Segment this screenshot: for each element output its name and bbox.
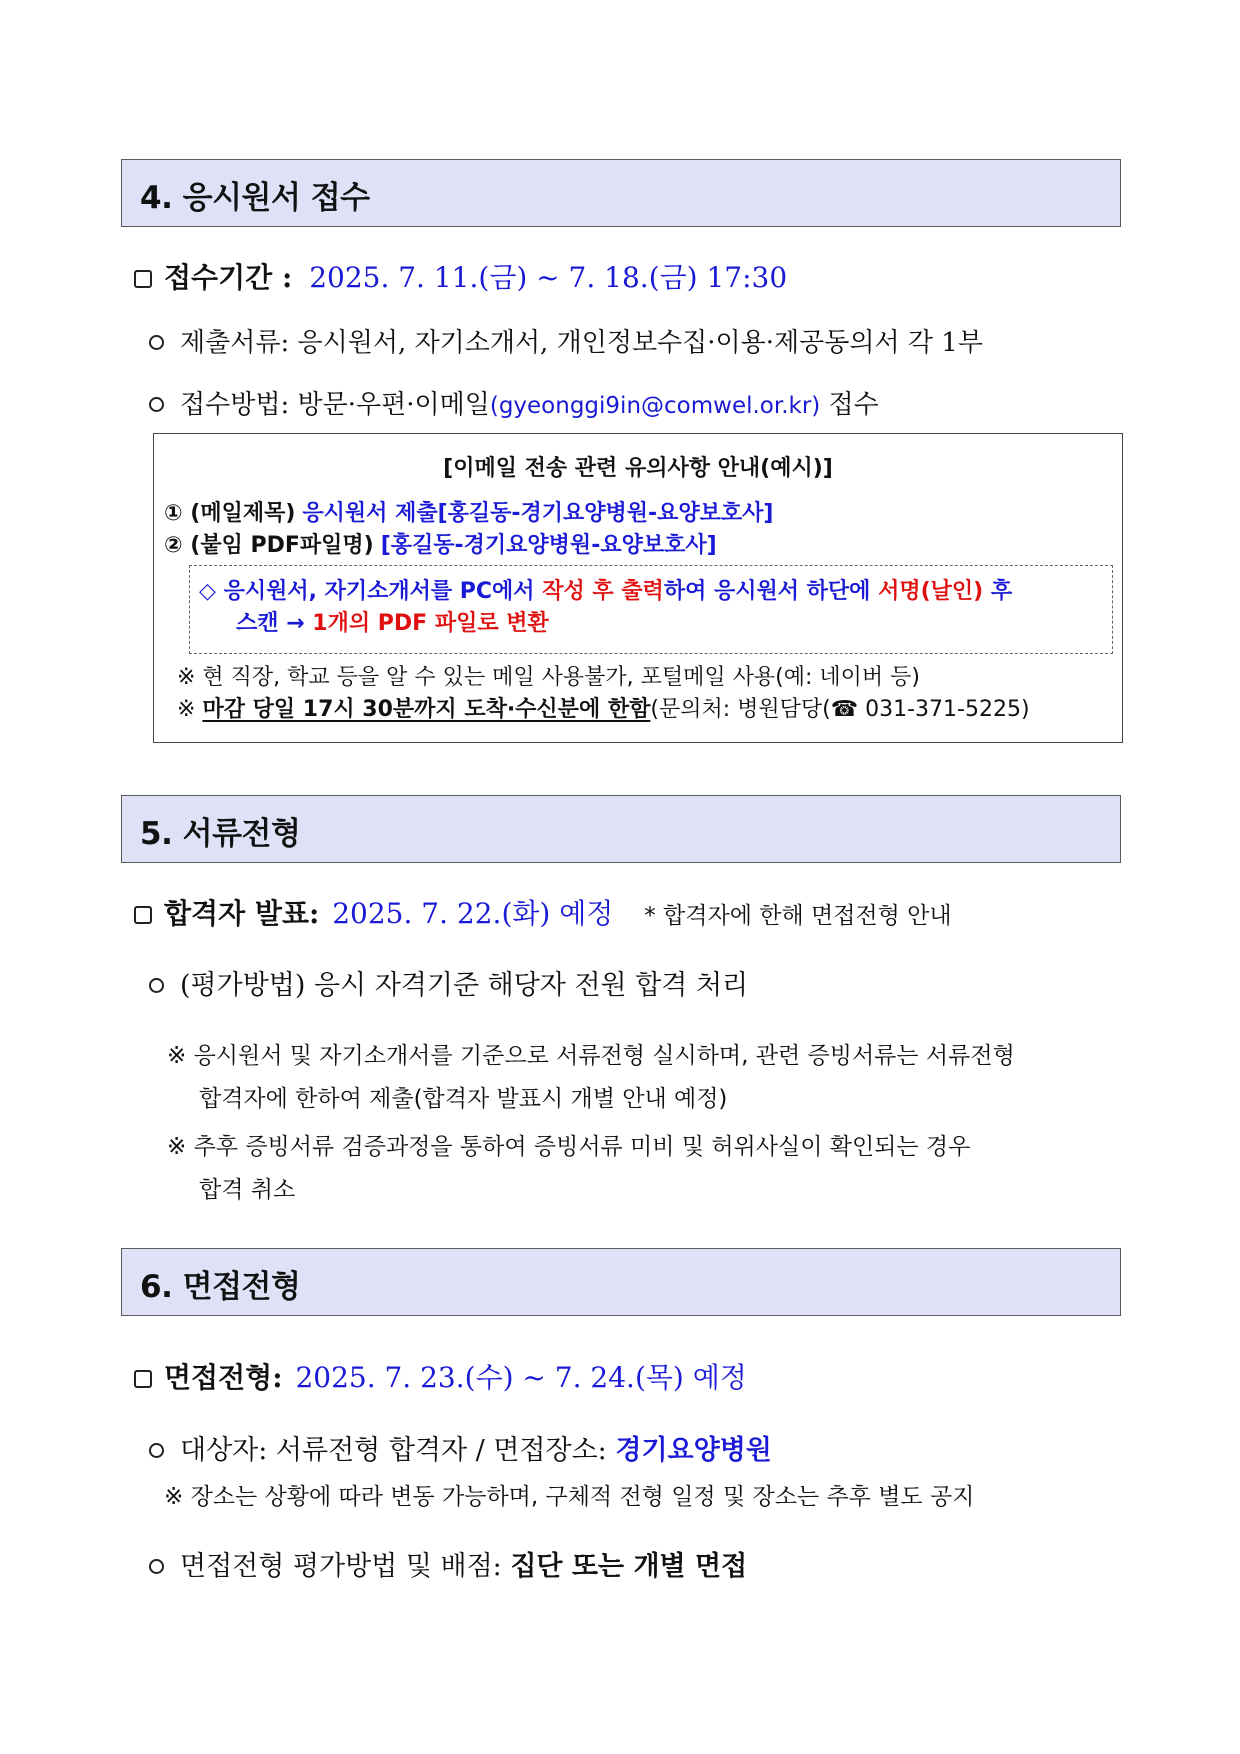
checkbox-square-icon — [134, 270, 152, 288]
method-email: (gyeonggi9in@comwel.or.kr) — [489, 393, 821, 419]
bullet-circle-icon — [149, 335, 164, 350]
section-4-header — [121, 159, 1121, 227]
section-4-title: 4. 응시원서 접수 — [140, 180, 370, 216]
inner-line-2 — [236, 606, 549, 637]
receipt-period-label: 접수기간 : — [164, 261, 293, 294]
notice-item-2-prefix: ② (붙임 PDF파일명) — [164, 533, 374, 558]
inner-line-2-b: 1개의 PDF 파일로 변환 — [312, 611, 549, 636]
s5-note-1-line-1: ※ 응시원서 및 자기소개서를 기준으로 서류전형 실시하며, 관련 증빙서류는 서류전형 — [167, 1043, 1015, 1069]
announce-value: 2025. 7. 22.(화) 예정 — [332, 897, 614, 930]
receipt-period-value: 2025. 7. 11.(금) ~ 7. 18.(금) 17:30 — [309, 261, 788, 294]
place-note: ※ 장소는 상황에 따라 변동 가능하며, 구체적 전형 일정 및 장소는 추후 별도 공지 — [164, 1484, 975, 1510]
method-prefix: 접수방법: 방문·우편·이메일 — [180, 390, 490, 420]
inner-text-d: 서명(날인) — [878, 579, 984, 604]
method-suffix: 접수 — [828, 390, 879, 420]
notice-note-2 — [177, 692, 1030, 723]
docs-text: 제출서류: 응시원서, 자기소개서, 개인정보수집·이용·제공동의서 각 1부 — [180, 328, 983, 358]
inner-text-c: 하여 응시원서 하단에 — [663, 579, 871, 604]
docs-line — [149, 322, 983, 359]
notice-item-1-value: 응시원서 제출[홍길동-경기요양병원-요양보호사] — [302, 501, 774, 526]
s5-note-2-line-1: ※ 추후 증빙서류 검증과정을 통하여 증빙서류 미비 및 허위사실이 확인되는 경우 — [167, 1134, 971, 1160]
bullet-circle-icon — [149, 1559, 164, 1574]
receipt-period-line — [134, 256, 787, 296]
notice-item-1 — [164, 496, 773, 527]
notice-note-2-mark: ※ — [177, 697, 196, 722]
interview-eval-line — [149, 1544, 747, 1583]
notice-item-2 — [164, 528, 717, 559]
interview-period-label: 면접전형: — [164, 1361, 283, 1394]
interview-target-line — [149, 1428, 772, 1467]
interview-eval-value: 집단 또는 개별 면접 — [510, 1551, 748, 1582]
bullet-circle-icon — [149, 1443, 164, 1458]
checkbox-square-icon — [134, 1370, 152, 1388]
notice-note-1: ※ 현 직장, 학교 등을 알 수 있는 메일 사용불가, 포털메일 사용(예: 네이버 등) — [177, 665, 920, 690]
notice-title: [이메일 전송 관련 유의사항 안내(예시)] — [443, 456, 833, 481]
notice-note-2-phone: 031-371-5225) — [865, 697, 1030, 722]
bullet-circle-icon — [149, 978, 164, 993]
interview-period-line — [134, 1356, 747, 1396]
inner-text-b: 작성 후 출력 — [542, 579, 664, 604]
announce-note: * 합격자에 한해 면접전형 안내 — [644, 903, 952, 929]
inner-text-a: ◇ 응시원서, 자기소개서를 PC에서 — [199, 579, 535, 604]
eval-method-line — [149, 963, 748, 1002]
announce-label: 합격자 발표: — [164, 897, 320, 930]
s5-note-2-line-2: 합격 취소 — [199, 1177, 296, 1203]
phone-icon: ☎ — [830, 697, 859, 722]
s5-note-1-line-2: 합격자에 한하여 제출(합격자 발표시 개별 안내 예정) — [199, 1086, 728, 1112]
eval-method-text: (평가방법) 응시 자격기준 해당자 전원 합격 처리 — [180, 970, 749, 1001]
inner-text-e: 후 — [990, 579, 1013, 604]
section-6-title: 6. 면접전형 — [140, 1269, 301, 1305]
interview-eval-prefix: 면접전형 평가방법 및 배점: — [180, 1551, 502, 1582]
section-5-header — [121, 795, 1121, 863]
notice-item-1-prefix: ① (메일제목) — [164, 501, 296, 526]
interview-target-text: 대상자: 서류전형 합격자 / 면접장소: — [180, 1435, 607, 1466]
interview-place: 경기요양병원 — [615, 1435, 772, 1466]
notice-note-2-deadline: 마감 당일 17시 30분까지 도착·수신분에 한함 — [202, 697, 651, 722]
checkbox-square-icon — [134, 906, 152, 924]
section-5-title: 5. 서류전형 — [140, 816, 301, 852]
bullet-circle-icon — [149, 397, 164, 412]
inner-line-1 — [199, 574, 1012, 605]
method-line — [149, 384, 879, 421]
notice-item-2-value: [홍길동-경기요양병원-요양보호사] — [380, 533, 717, 558]
announce-line — [134, 892, 952, 932]
interview-period-value: 2025. 7. 23.(수) ~ 7. 24.(목) 예정 — [295, 1361, 747, 1394]
inner-line-2-a: 스캔 → — [236, 611, 305, 636]
section-6-header — [121, 1248, 1121, 1316]
notice-note-2-contact: (문의처: 병원담당( — [650, 697, 831, 722]
